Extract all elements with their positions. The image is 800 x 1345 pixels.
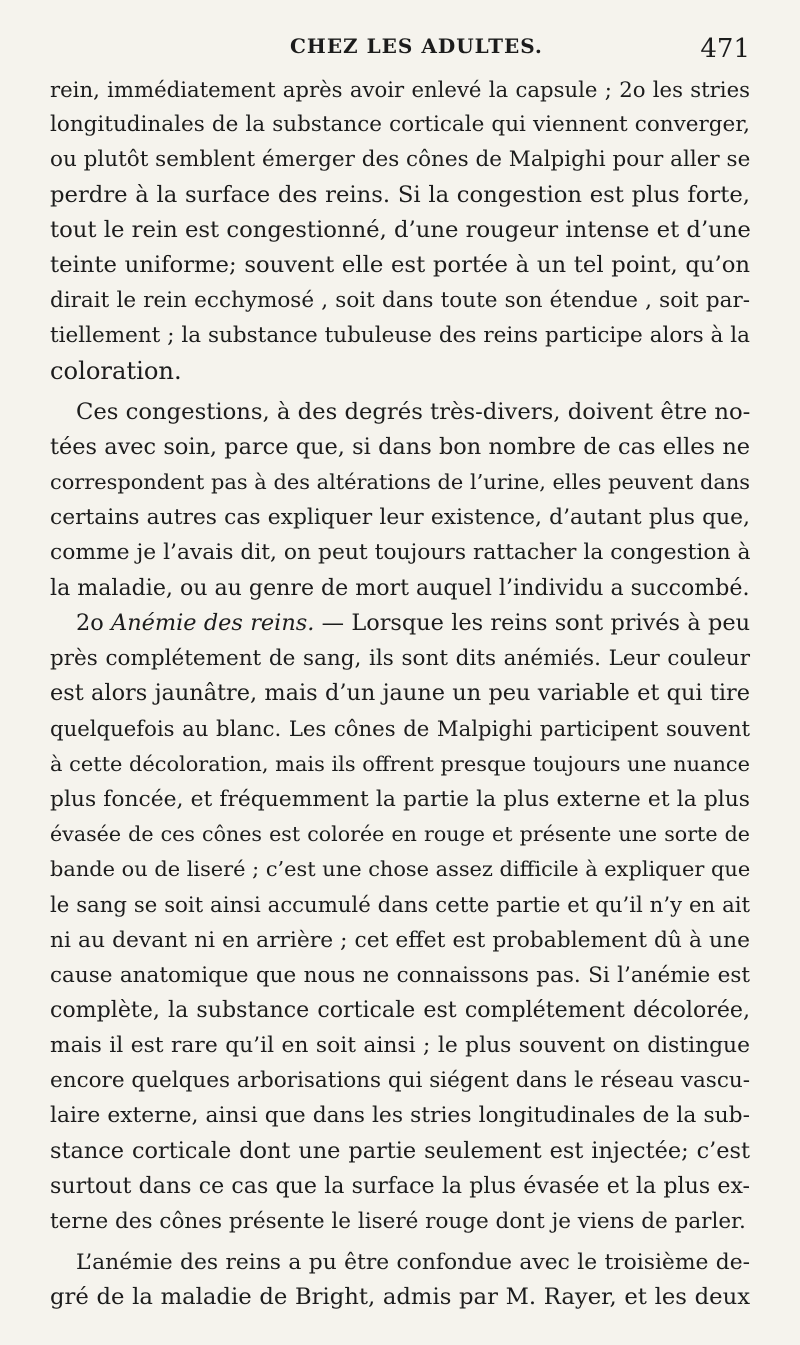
- text-line: la maladie, ou au genre de mort auquel l’individu a succombé.: [50, 574, 750, 601]
- text-line: certains autres cas expliquer leur existence, d’autant plus que,: [50, 505, 750, 531]
- paragraph: [50, 395, 750, 606]
- text-line: bande ou de liseré ; c’est une chose assez difficile à expliquer que: [50, 857, 751, 882]
- section-number: 2o: [76, 609, 104, 636]
- text-line: L’anémie des reins a pu être confondue avec le troisième de-: [76, 1250, 750, 1276]
- paragraph: [50, 1245, 750, 1315]
- text-line: est alors jaunâtre, mais d’un jaune un peu variable et qui tire: [50, 680, 750, 707]
- running-title: CHEZ LES ADULTES.: [290, 34, 543, 58]
- text-line: stance corticale dont une partie seulement est injectée; c’est: [50, 1137, 750, 1164]
- text-line: près complétement de sang, ils sont dits anémiés. Leur couleur: [50, 646, 750, 671]
- section-title: Anémie des reins.: [111, 609, 315, 636]
- paragraph: [50, 72, 750, 389]
- text-line: quelquefois au blanc. Les cônes de Malpighi participent souvent: [50, 716, 750, 742]
- text-line: teinte uniforme; souvent elle est portée à un tel point, qu’on: [50, 251, 750, 278]
- text-line: ni au devant ni en arrière ; cet effet est probablement dû à une: [50, 927, 750, 953]
- text-line: tées avec soin, parce que, si dans bon nombre de cas elles ne: [50, 433, 750, 460]
- text-line: plus foncée, et fréquemment la partie la plus externe et la plus: [50, 786, 750, 812]
- body-text: [50, 72, 750, 1316]
- text-line: perdre à la surface des reins. Si la congestion est plus forte,: [50, 181, 750, 208]
- text-line: terne des cônes présente le liseré rouge dont je viens de parler.: [50, 1209, 746, 1234]
- text-line: gré de la maladie de Bright, admis par M. Rayer, et les deux: [50, 1284, 750, 1311]
- running-head: [0, 30, 800, 62]
- text-line: longitudinales de la substance corticale qui viennent converger,: [50, 112, 750, 138]
- text-line: à cette décoloration, mais ils offrent presque toujours une nuance: [50, 751, 750, 776]
- text-line: cause anatomique que nous ne connaissons pas. Si l’anémie est: [50, 962, 750, 988]
- text-line: évasée de ces cônes est colorée en rouge et présente une sorte de: [50, 821, 750, 846]
- text-line: coloration.: [50, 356, 182, 385]
- text-line: comme je l’avais dit, on peut toujours rattacher la congestion à: [50, 540, 751, 566]
- text-line: rein, immédiatement après avoir enlevé la capsule ; 2o les stries: [50, 77, 750, 102]
- text-line: surtout dans ce cas que la surface la plus évasée et la plus ex-: [50, 1172, 750, 1199]
- text-line: tiellement ; la substance tubuleuse des reins participe alors à la: [50, 323, 750, 349]
- text-line: laire externe, ainsi que dans les stries longitudinales de la sub-: [50, 1103, 750, 1129]
- text-line: mais il est rare qu’il en soit ainsi ; le plus souvent on distingue: [50, 1033, 750, 1059]
- text-line: complète, la substance corticale est complétement décolorée,: [50, 996, 750, 1023]
- text-line: tout le rein est congestionné, d’une rougeur intense et d’une: [50, 216, 751, 243]
- text-line: le sang se soit ainsi accumulé dans cette partie et qu’il n’y en ait: [50, 892, 750, 918]
- text-line: encore quelques arborisations qui siégent dans le réseau vascu-: [50, 1068, 750, 1094]
- section-first-line: [50, 606, 750, 641]
- text-line: dirait le rein ecchymosé , soit dans toute son étendue , soit par-: [50, 288, 750, 314]
- text-line: correspondent pas à des altérations de l’urine, elles peuvent dans: [50, 470, 750, 495]
- paragraph: [50, 606, 750, 1239]
- text-line: Ces congestions, à des degrés très-divers, doivent être no-: [76, 398, 751, 425]
- page-number: 471: [700, 34, 750, 64]
- text-line: ou plutôt semblent émerger des cônes de Malpighi pour aller se: [50, 147, 751, 173]
- section-first-line-text: — Lorsque les reins sont privés à peu: [321, 609, 750, 636]
